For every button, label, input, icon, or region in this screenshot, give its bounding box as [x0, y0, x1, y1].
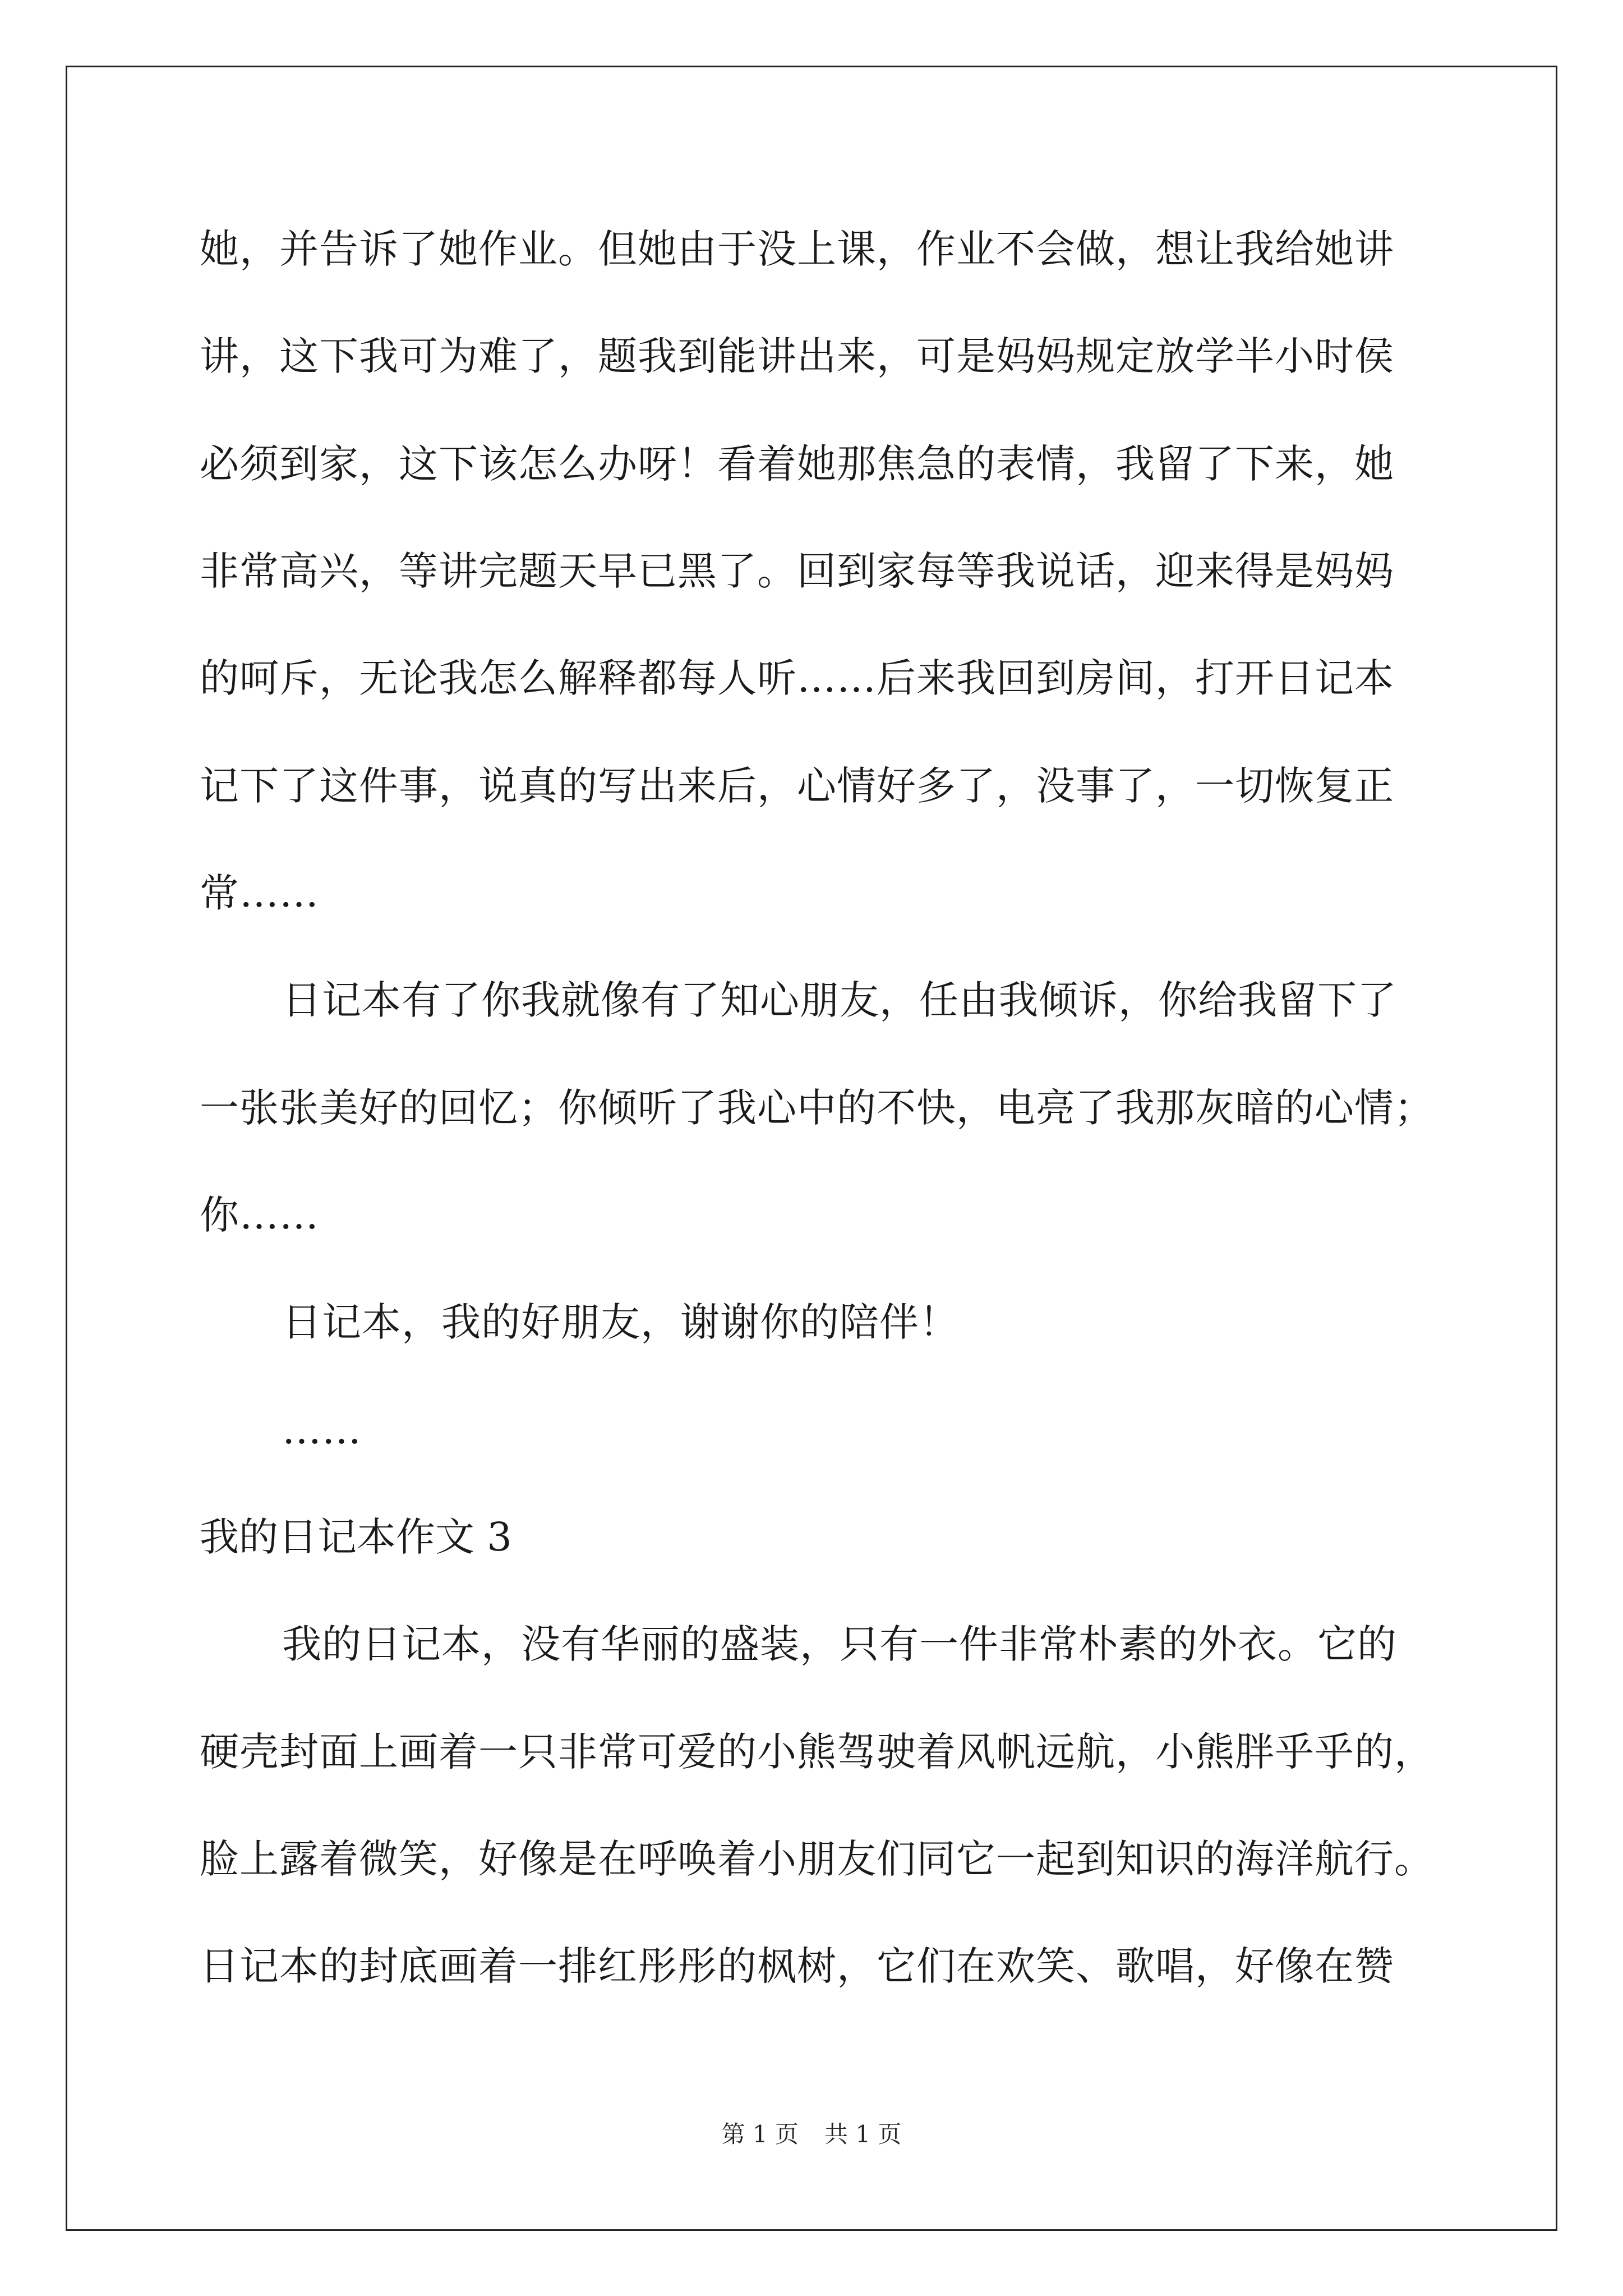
page-total: 共 1 页	[824, 2120, 902, 2148]
paragraph-line: 讲，这下我可为难了，题我到能讲出来，可是妈妈规定放学半小时侯	[200, 333, 1394, 379]
paragraph-line: 你……	[200, 1192, 319, 1238]
paragraph-line: 的呵斥，无论我怎么解释都每人听……后来我回到房间，打开日记本	[200, 655, 1394, 701]
paragraph-line: 日记本的封底画着一排红彤彤的枫树，它们在欢笑、歌唱，好像在赞	[200, 1943, 1394, 1989]
paragraph-line: 一张张美好的回忆；你倾听了我心中的不快，电亮了我那灰暗的心情；	[200, 1085, 1434, 1131]
paragraph-line: ……	[282, 1407, 362, 1453]
paragraph-line: 常……	[200, 870, 319, 916]
paragraph-line: 日记本，我的好朋友，谢谢你的陪伴！	[282, 1299, 959, 1345]
paragraph-line: 她，并告诉了她作业。但她由于没上课，作业不会做，想让我给她讲	[200, 226, 1394, 272]
paragraph-line: 非常高兴，等讲完题天早已黑了。回到家每等我说话，迎来得是妈妈	[200, 548, 1394, 594]
page-number: 第 1 页	[721, 2120, 799, 2148]
page-footer	[0, 2120, 1623, 2148]
page-border	[66, 66, 1557, 2231]
section-heading: 我的日记本作文 3	[200, 1514, 512, 1560]
paragraph-line: 硬壳封面上画着一只非常可爱的小熊驾驶着风帆远航，小熊胖乎乎的，	[200, 1729, 1434, 1775]
paragraph-line: 脸上露着微笑，好像是在呼唤着小朋友们同它一起到知识的海洋航行。	[200, 1836, 1434, 1882]
paragraph-line: 记下了这件事，说真的写出来后，心情好多了，没事了，一切恢复正	[200, 763, 1394, 809]
paragraph-line: 必须到家，这下该怎么办呀！看着她那焦急的表情，我留了下来，她	[200, 441, 1394, 487]
paragraph-line: 我的日记本，没有华丽的盛装，只有一件非常朴素的外衣。它的	[282, 1621, 1397, 1667]
paragraph-line: 日记本有了你我就像有了知心朋友，任由我倾诉，你给我留下了	[282, 977, 1397, 1023]
